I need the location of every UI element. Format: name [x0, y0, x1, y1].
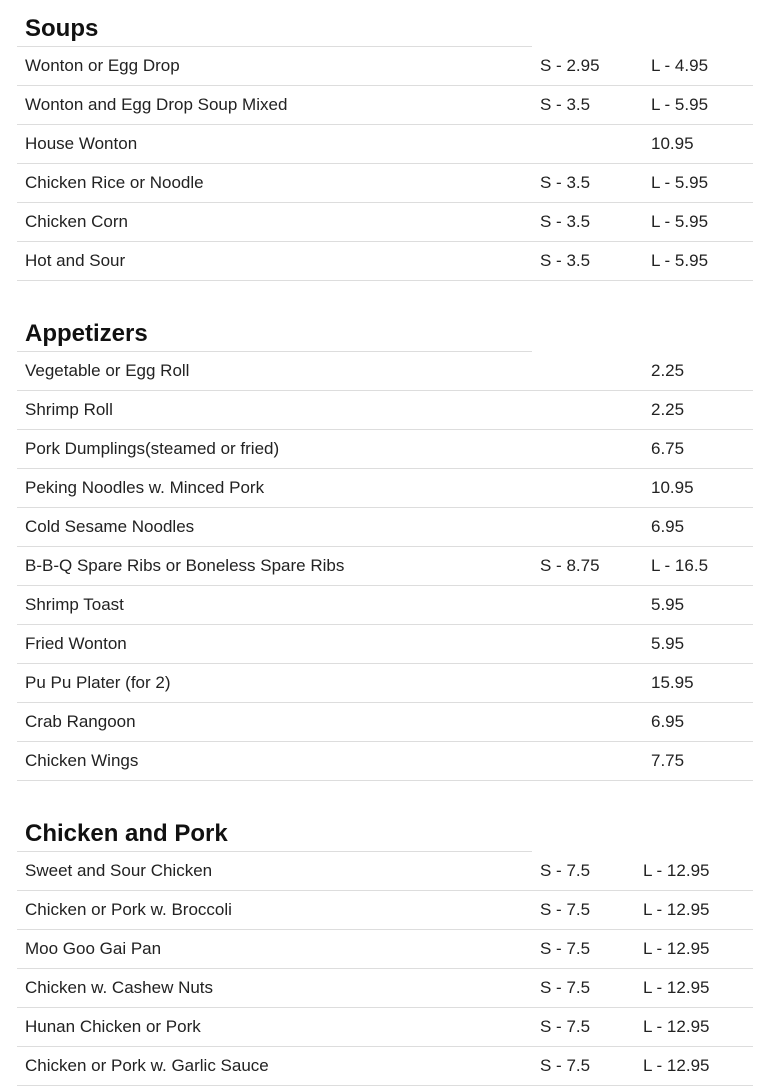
menu-item-row[interactable]	[17, 1047, 753, 1086]
item-name: Vegetable or Egg Roll	[25, 361, 190, 380]
menu-item-row[interactable]	[17, 969, 753, 1008]
item-name: B-B-Q Spare Ribs or Boneless Spare Ribs	[25, 556, 345, 575]
menu-item-row[interactable]	[17, 391, 753, 430]
menu-item-row[interactable]	[17, 125, 753, 164]
item-name: Shrimp Roll	[25, 400, 113, 419]
item-price-large: L - 12.95	[643, 1056, 710, 1075]
menu-item-row[interactable]	[17, 203, 753, 242]
menu-item-row[interactable]	[17, 430, 753, 469]
section-spacer	[17, 781, 753, 805]
section-title: Chicken and Pork	[25, 820, 228, 847]
item-name: Crab Rangoon	[25, 712, 136, 731]
item-name: Sweet and Sour Chicken	[25, 861, 213, 880]
item-name: Moo Goo Gai Pan	[25, 939, 162, 958]
item-price-large: 6.75	[651, 439, 685, 458]
item-name: Hot and Sour	[25, 251, 126, 270]
menu-item-row[interactable]	[17, 352, 753, 391]
item-price-large: 6.95	[651, 517, 685, 536]
menu-item-row[interactable]	[17, 164, 753, 203]
item-name: Pork Dumplings(steamed or fried)	[25, 439, 280, 458]
section-title: Appetizers	[25, 320, 148, 347]
item-name: Wonton and Egg Drop Soup Mixed	[25, 95, 288, 114]
item-name: Pu Pu Plater (for 2)	[25, 673, 171, 692]
item-name: Hunan Chicken or Pork	[25, 1017, 201, 1036]
item-price-large: L - 5.95	[651, 251, 709, 270]
menu	[17, 0, 753, 1086]
item-price-small: S - 7.5	[540, 978, 591, 997]
item-price-small: S - 3.5	[540, 173, 591, 192]
menu-item-row[interactable]	[17, 86, 753, 125]
item-price-small: S - 8.75	[540, 556, 600, 575]
item-name: Chicken Corn	[25, 212, 128, 231]
item-price-large: L - 12.95	[643, 900, 710, 919]
menu-item-row[interactable]	[17, 930, 753, 969]
item-price-large: L - 5.95	[651, 95, 709, 114]
item-name: Peking Noodles w. Minced Pork	[25, 478, 265, 497]
item-name: Chicken or Pork w. Broccoli	[25, 900, 232, 919]
item-price-large: 10.95	[651, 134, 694, 153]
item-price-large: L - 12.95	[643, 1017, 710, 1036]
item-price-small: S - 2.95	[540, 56, 600, 75]
menu-item-row[interactable]	[17, 1008, 753, 1047]
item-price-small: S - 7.5	[540, 939, 591, 958]
menu-item-row[interactable]	[17, 742, 753, 781]
section-spacer	[17, 281, 753, 305]
item-name: House Wonton	[25, 134, 138, 153]
item-name: Fried Wonton	[25, 634, 127, 653]
item-name: Cold Sesame Noodles	[25, 517, 195, 536]
section-title: Soups	[25, 15, 99, 42]
menu-item-row[interactable]	[17, 47, 753, 86]
item-price-small: S - 7.5	[540, 1056, 591, 1075]
section-appetizers	[17, 305, 753, 781]
item-price-small: S - 7.5	[540, 900, 591, 919]
item-name: Chicken Rice or Noodle	[25, 173, 204, 192]
menu-item-row[interactable]	[17, 852, 753, 891]
menu-item-row[interactable]	[17, 242, 753, 281]
item-price-large: 10.95	[651, 478, 694, 497]
item-price-large: 5.95	[651, 595, 685, 614]
item-price-small: S - 7.5	[540, 1017, 591, 1036]
section-header	[17, 0, 753, 47]
item-price-large: 15.95	[651, 673, 694, 692]
item-price-large: L - 12.95	[643, 978, 710, 997]
item-price-large: 2.25	[651, 361, 685, 380]
menu-item-row[interactable]	[17, 891, 753, 930]
menu-item-row[interactable]	[17, 703, 753, 742]
item-price-large: 5.95	[651, 634, 685, 653]
item-price-small: S - 3.5	[540, 95, 591, 114]
item-price-large: 2.25	[651, 400, 685, 419]
item-name: Chicken w. Cashew Nuts	[25, 978, 214, 997]
item-price-small: S - 7.5	[540, 861, 591, 880]
section-chicken-and-pork	[17, 805, 753, 1086]
item-name: Chicken Wings	[25, 751, 139, 770]
menu-item-row[interactable]	[17, 547, 753, 586]
item-price-small: S - 3.5	[540, 251, 591, 270]
menu-item-row[interactable]	[17, 508, 753, 547]
section-soups	[17, 0, 753, 281]
menu-item-row[interactable]	[17, 625, 753, 664]
section-header	[17, 305, 753, 352]
menu-item-row[interactable]	[17, 469, 753, 508]
item-price-large: L - 4.95	[651, 56, 709, 75]
item-name: Chicken or Pork w. Garlic Sauce	[25, 1056, 269, 1075]
item-price-large: 7.75	[651, 751, 685, 770]
menu-item-row[interactable]	[17, 664, 753, 703]
item-price-large: 6.95	[651, 712, 685, 731]
item-price-large: L - 12.95	[643, 939, 710, 958]
item-price-large: L - 5.95	[651, 212, 709, 231]
item-price-large: L - 16.5	[651, 556, 709, 575]
item-name: Wonton or Egg Drop	[25, 56, 180, 75]
section-header	[17, 805, 753, 852]
item-price-large: L - 5.95	[651, 173, 709, 192]
item-price-small: S - 3.5	[540, 212, 591, 231]
menu-item-row[interactable]	[17, 586, 753, 625]
item-price-large: L - 12.95	[643, 861, 710, 880]
item-name: Shrimp Toast	[25, 595, 124, 614]
